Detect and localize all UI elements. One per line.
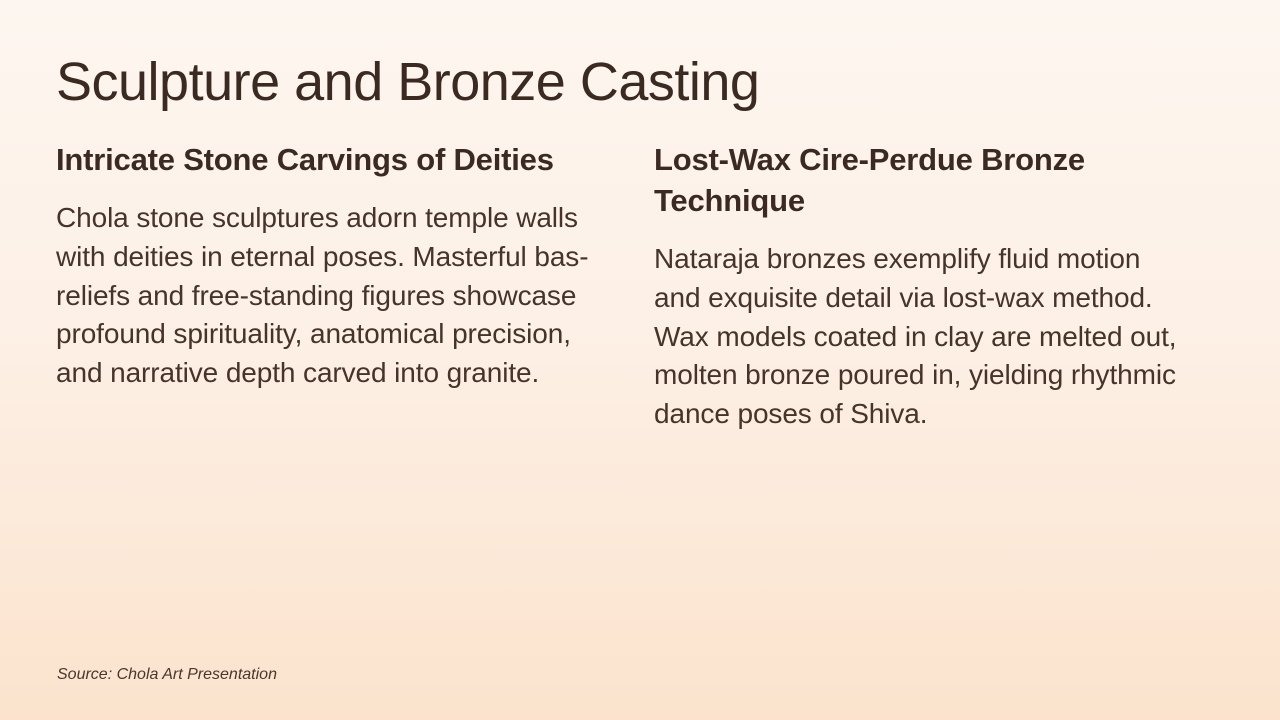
column-left-heading: Intricate Stone Carvings of Deities bbox=[56, 142, 554, 178]
page-title: Sculpture and Bronze Casting bbox=[56, 52, 760, 112]
column-right-heading: Lost-Wax Cire-Perdue Bronze Technique bbox=[654, 142, 1085, 219]
column-right bbox=[654, 140, 1194, 433]
column-left-body: Chola stone sculptures adorn temple walls with deities in eternal poses. Masterful bas-reliefs and free-standing figures showcase profound spirituality, anatomical precision, and narrative depth carved into granite. bbox=[56, 202, 589, 388]
source-caption: Source: Chola Art Presentation bbox=[57, 666, 277, 683]
content-columns bbox=[56, 140, 1224, 433]
column-left bbox=[56, 140, 596, 392]
column-right-body: Nataraja bronzes exemplify fluid motion and exquisite detail via lost-wax method. Wax models coated in clay are melted out, molten bronze poured in, yielding rhythmic dance poses of Shiva. bbox=[654, 243, 1177, 429]
